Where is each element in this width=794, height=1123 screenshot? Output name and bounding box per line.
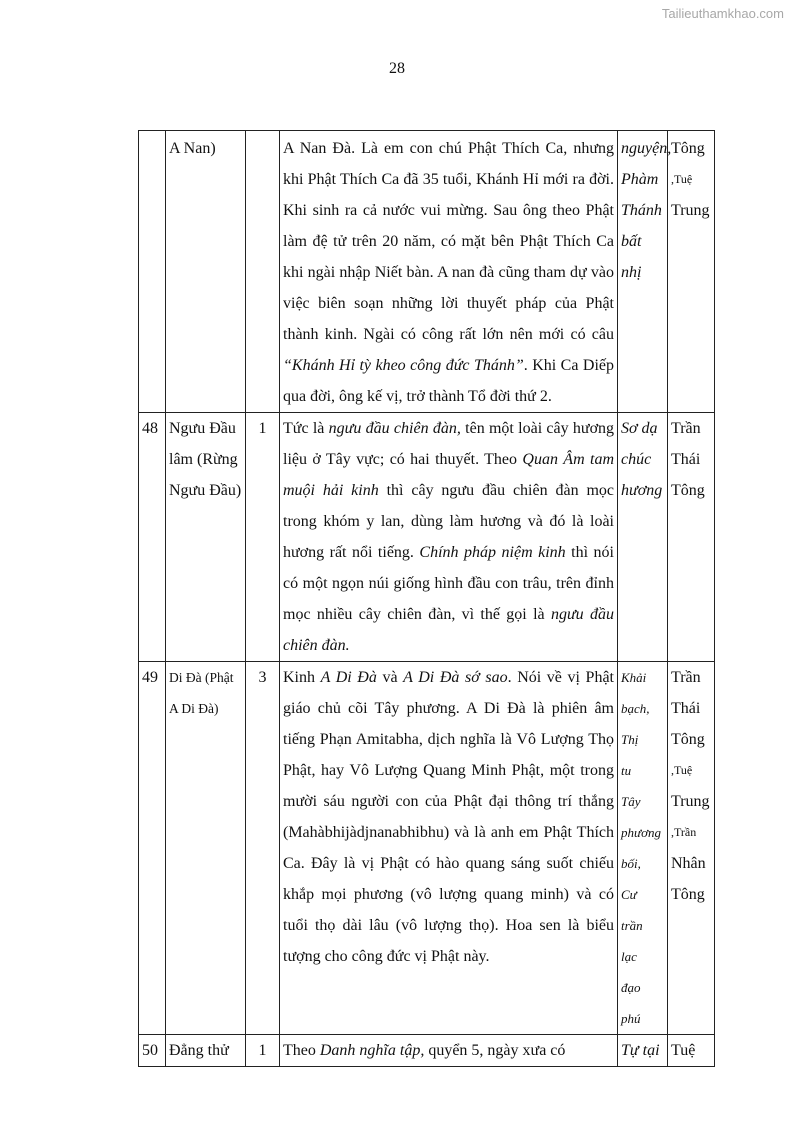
italic-segment: A Di Đà: [320, 669, 377, 686]
count-cell: 1: [246, 413, 280, 662]
description-cell: [280, 131, 618, 413]
text-segment: Kinh: [283, 669, 321, 686]
table-row: [139, 131, 715, 413]
cell-line: đạo: [621, 980, 641, 995]
row-number: 50: [139, 1035, 166, 1067]
cell-line: Thái: [671, 700, 701, 717]
cell-line: Thái: [671, 451, 701, 468]
cell-line: Sơ dạ: [621, 420, 658, 437]
authors-cell: [668, 662, 715, 1035]
works-cell: [618, 662, 668, 1035]
count-cell: [246, 131, 280, 413]
text-segment: quyển 5, ngày xưa có: [424, 1042, 566, 1059]
description-cell: [280, 413, 618, 662]
cell-line: Trung: [671, 793, 710, 810]
cell-line: Trung: [671, 202, 710, 219]
cell-line: bối,: [621, 856, 641, 871]
text-segment: . Khi Ca Diếp qua đời, ông kế vị, trở thành Tổ đời thứ 2.: [283, 357, 614, 405]
description-text: [283, 1035, 614, 1066]
cell-line: Tông: [671, 886, 705, 903]
cell-line: Tuệ: [671, 1042, 696, 1059]
cell-line: lạc: [621, 949, 637, 964]
cell-line: Thị: [621, 732, 639, 747]
works-cell: [618, 1035, 668, 1067]
italic-segment: Danh nghĩa tập,: [319, 1042, 425, 1059]
cell-line: Thánh: [621, 202, 662, 219]
works-cell: [618, 413, 668, 662]
cell-line: bất nhị: [621, 233, 642, 281]
description-text: [283, 413, 614, 661]
authors-cell: [668, 413, 715, 662]
cell-line: bạch,: [621, 701, 650, 716]
term-cell: A Nan): [166, 131, 246, 413]
table-row: [139, 1035, 715, 1067]
text-segment: Tức là: [283, 420, 329, 437]
term-cell: Đẳng thử: [166, 1035, 246, 1067]
cell-line: ,Tuệ: [671, 763, 693, 777]
row-number: [139, 131, 166, 413]
description-text: [283, 662, 614, 972]
cell-line: chúc: [621, 451, 652, 468]
count-cell: 3: [246, 662, 280, 1035]
cell-line: Nhân: [671, 855, 706, 872]
italic-segment: “Khánh Hỉ tỳ kheo công đức Thánh”: [283, 357, 524, 374]
cell-line: hương: [621, 482, 663, 499]
cell-line: tu: [621, 763, 632, 778]
row-number: 48: [139, 413, 166, 662]
text-segment: thì nói có một ngọn núi giống hình đầu con trâu, trên đỉnh mọc nhiều cây chiên đàn, vì thế gọi là: [283, 544, 614, 623]
cell-line: Tông: [671, 731, 705, 748]
cell-line: Tông: [671, 482, 705, 499]
cell-line: ,Trần: [671, 825, 697, 839]
description-cell: [280, 1035, 618, 1067]
cell-line: phương: [621, 825, 662, 840]
authors-cell: [668, 131, 715, 413]
italic-segment: Quan Âm tam muội hải kinh: [283, 451, 614, 499]
italic-segment: Chính pháp niệm kinh: [419, 544, 566, 561]
description-text: [283, 133, 614, 412]
cell-line: nguyện,: [621, 140, 672, 157]
cell-line: Cư: [621, 887, 637, 902]
table-row: [139, 413, 715, 662]
term-cell: Ngưu Đầu lâm (Rừng Ngưu Đầu): [166, 413, 246, 662]
text-segment: thì cây ngưu đầu chiên đàn mọc trong khóm y lan, dùng làm hương và đó là loài hương rất nổi tiếng.: [283, 482, 614, 561]
cell-line: Tông: [671, 140, 705, 157]
page-number: 28: [389, 60, 405, 77]
works-cell: [618, 131, 672, 413]
cell-line: ,Tuệ: [671, 172, 693, 186]
count-cell: 1: [246, 1035, 280, 1067]
table-row: [139, 662, 715, 1035]
cell-line: Tự tại: [621, 1042, 660, 1059]
description-cell: [280, 662, 618, 1035]
text-segment: và: [376, 669, 404, 686]
text-segment: tên một loài cây hương liệu ở Tây vực; có hai thuyết. Theo: [283, 420, 615, 468]
text-segment: . Nói về vị Phật giáo chủ cõi Tây phương. A Di Đà là phiên âm tiếng Phạn Amitabha, dịch nghĩa là Vô Lượng Thọ Phật, hay Vô Lượng Quang Minh Phật, một trong mười sáu người con của Phật đại thông trí thắng (Mahàbhijàdjnanabhibhu) và là anh em Phật Thích Ca. Đây là vị Phật có hào quang sáng suốt chiếu khắp mọi phương (vô lượng quang minh) và có tuổi thọ dài lâu (vô lượng thọ). Hoa sen là biểu tượng cho công đức vị Phật này.: [283, 669, 615, 965]
italic-segment: A Di Đà sớ sao: [403, 669, 508, 686]
watermark: Tailieuthamkhao.com: [661, 6, 784, 21]
cell-line: phú: [621, 1011, 641, 1026]
cell-line: Khải: [621, 670, 647, 685]
text-segment: Theo: [283, 1042, 320, 1059]
italic-segment: ngưu đầu chiên đàn.: [283, 606, 615, 654]
text-segment: A Nan Đà. Là em con chú Phật Thích Ca, nhưng khi Phật Thích Ca đã 35 tuổi, Khánh Hỉ mới ra đời. Khi sinh ra cả nước vui mừng. Sau ông theo Phật làm đệ tử trên 20 năm, có mặt bên Phật Thích Ca khi ngài nhập Niết bàn. A nan đà cũng tham dự vào việc biên soạn những lời thuyết pháp của Phật thành kinh. Ngài có công rất lớn nên mới có câu: [283, 140, 614, 343]
glossary-table: [138, 130, 715, 1067]
term-text: Di Đà (Phật A Di Đà): [169, 670, 234, 716]
cell-line: Tây: [621, 794, 641, 809]
italic-segment: ngưu đầu chiên đàn,: [328, 420, 461, 437]
cell-line: Trần: [671, 420, 701, 437]
authors-cell: [668, 1035, 715, 1067]
glossary-body: [139, 131, 715, 1067]
cell-line: Phàm: [621, 171, 659, 188]
row-number: 49: [139, 662, 166, 1035]
cell-line: trần: [621, 918, 643, 933]
cell-line: Trần: [671, 669, 701, 686]
term-cell: [166, 662, 246, 1035]
